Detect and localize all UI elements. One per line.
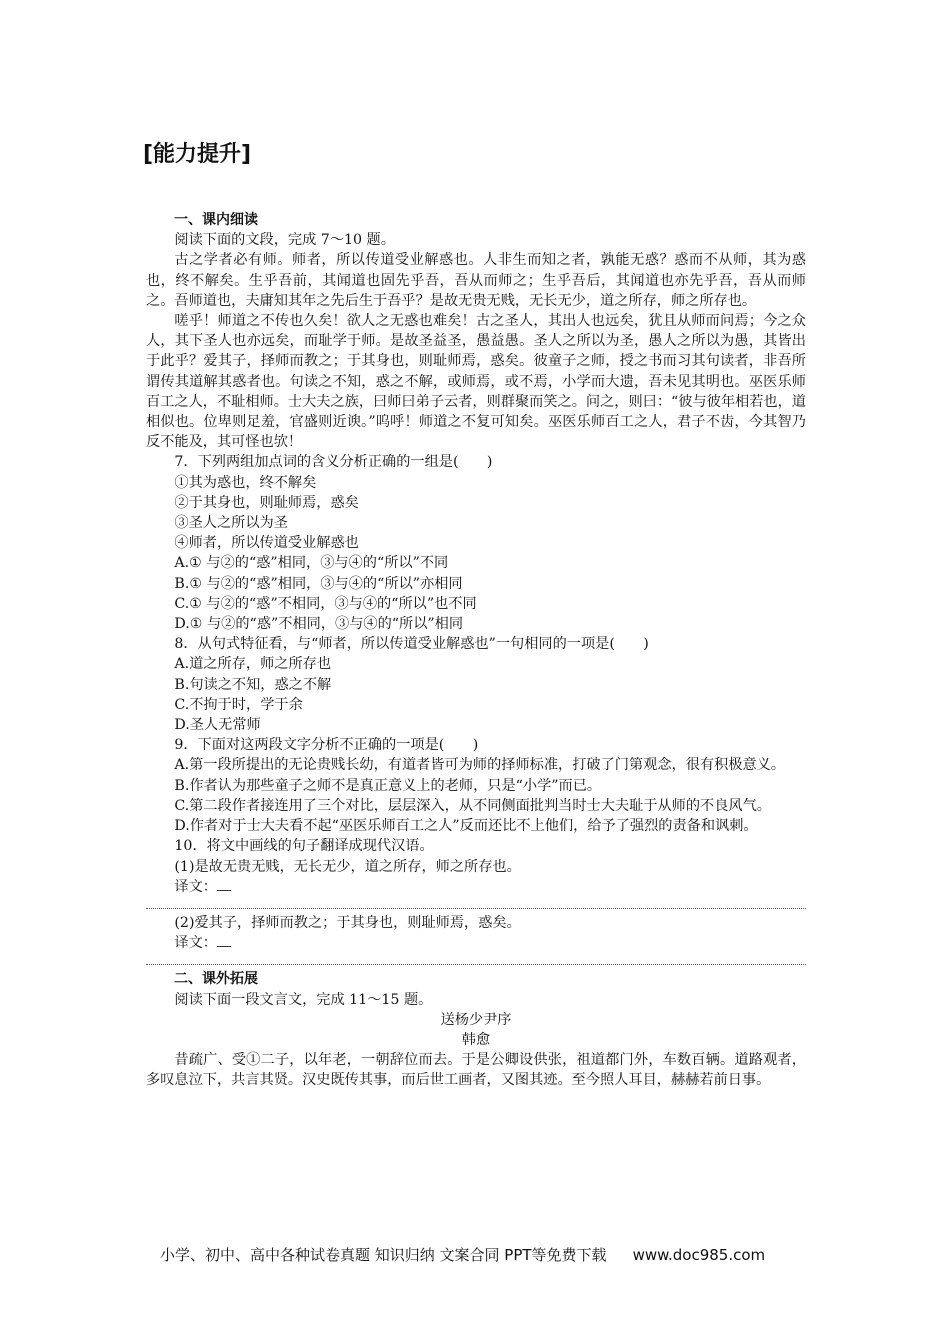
question-8-option-b: B.句读之不知，惑之不解: [174, 676, 332, 693]
essay-author: 韩愈: [461, 1031, 491, 1048]
question-7-item-4: ④师者，所以传道受业解惑也: [174, 535, 359, 552]
question-10-sub-1: (1)是故无贵无贱，无长无少，道之所存，师之所存也。: [174, 858, 521, 875]
content-body: [146, 210, 806, 1091]
answer-line-2: [146, 933, 806, 953]
answer-dotted-line-1: [146, 907, 806, 909]
answer-label-1: 译文：: [174, 878, 217, 895]
question-7-option-c: C.① 与②的“惑”不相同，③与④的“所以”也不同: [174, 595, 477, 612]
section2-instruction: 阅读下面一段文言文，完成 11～15 题。: [174, 991, 433, 1008]
essay-paragraph: 昔疏广、受①二子，以年老，一朝辞位而去。于是公卿设供张，祖道都门外，车数百辆。道路观者，多叹息泣下，共言其贤。汉史既传其事，而后世工画者，又图其迹。至今照人耳目，赫赫若前日事。: [146, 1052, 806, 1089]
essay-title: 送杨少尹序: [440, 1011, 512, 1028]
question-8-option-d: D.圣人无常师: [174, 717, 261, 734]
answer-line-1: [146, 877, 806, 897]
question-7-option-a: A.① 与②的“惑”相同，③与④的“所以”不同: [174, 555, 449, 572]
question-8-option-c: C.不拘于时，学于余: [174, 696, 303, 713]
question-9-option-b: B.作者认为那些童子之师不是真正意义上的老师，只是“小学”而已。: [174, 777, 602, 794]
passage-paragraph-1: 古之学者必有师。师者，所以传道受业解惑也。人非生而知之者，孰能无惑？惑而不从师，其为惑也，终不解矣。生乎吾前，其闻道也固先乎吾，吾从而师之；生乎吾后，其闻道也亦先乎吾，吾从而师之。吾师道也，夫庸知其年之先后生于吾乎？是故无贵无贱，无长无少，道之所存，师之所存也。: [146, 252, 806, 309]
question-7-item-2: ②于其身也，则耻师焉，惑矣: [174, 494, 359, 511]
question-9-option-a: A.第一段所提出的无论贵贱长幼，有道者皆可为师的择师标准，打破了门第观念，很有积极意义。: [174, 757, 786, 774]
question-7-item-3: ③圣人之所以为圣: [174, 515, 288, 532]
answer-blank-2[interactable]: [217, 934, 231, 947]
footer-url[interactable]: www.doc985.com: [632, 1246, 766, 1264]
question-10-sub-2: (2)爱其子，择师而教之；于其身也，则耻师焉，惑矣。: [174, 914, 521, 931]
question-7-option-b: B.① 与②的“惑”相同，③与④的“所以”亦相同: [174, 575, 463, 592]
section1-title: 一、课内细读: [174, 212, 258, 228]
question-8-option-a: A.道之所存，师之所存也: [174, 656, 332, 673]
question-9-option-d: D.作者对于士大夫看不起“巫医乐师百工之人”反而还比不上他们，给予了强烈的责备和讽刺。: [174, 818, 758, 835]
question-8-stem: 8．从句式特征看，与“师者，所以传道受业解惑也”一句相同的一项是( ): [174, 636, 649, 653]
question-10-stem: 10．将文中画线的句子翻译成现代汉语。: [174, 838, 434, 855]
question-9-stem: 9．下面对这两段文字分析不正确的一项是( ): [174, 737, 479, 754]
answer-label-2: 译文：: [174, 935, 217, 952]
answer-blank-1[interactable]: [217, 878, 231, 891]
page-footer: [160, 1244, 765, 1265]
footer-text: 小学、初中、高中各种试卷真题 知识归纳 文案合同 PPT等免费下载: [160, 1246, 607, 1264]
section1-instruction: 阅读下面的文段，完成 7～10 题。: [174, 232, 395, 249]
section2-title: 二、课外拓展: [174, 971, 258, 988]
question-7-item-1: ①其为惑也，终不解矣: [174, 474, 317, 491]
answer-dotted-line-2: [146, 963, 806, 965]
question-7-option-d: D.① 与②的“惑”不相同，③与④的“所以”相同: [174, 616, 464, 633]
page-heading: [能力提升]: [143, 142, 252, 167]
question-7-stem: 7．下列两组加点词的含义分析正确的一组是( ): [174, 454, 493, 471]
question-9-option-c: C.第二段作者接连用了三个对比，层层深入，从不同侧面批判当时士大夫耻于从师的不良风气。: [174, 797, 771, 814]
passage-paragraph-2: 嗟乎！师道之不传也久矣！欲人之无惑也难矣！古之圣人，其出人也远矣，犹且从师而问焉；今之众人，其下圣人也亦远矣，而耻学于师。是故圣益圣，愚益愚。圣人之所以为圣，愚人之所以为愚，其皆出于此乎？爱其子，择师而教之；于其身也，则耻师焉，惑矣。彼童子之师，授之书而习其句读者，非吾所谓传其道解其惑者也。句读之不知，惑之不解，或师焉，或不焉，小学而大遗，吾未见其明也。巫医乐师百工之人，不耻相师。士大夫之族，曰师曰弟子云者，则群聚而笑之。问之，则曰：“彼与彼年相若也，道相似也。位卑则足羞，官盛则近谀。”呜呼！师道之不复可知矣。巫医乐师百工之人，君子不齿，今其智乃反不能及，其可怪也欤！: [146, 313, 806, 451]
